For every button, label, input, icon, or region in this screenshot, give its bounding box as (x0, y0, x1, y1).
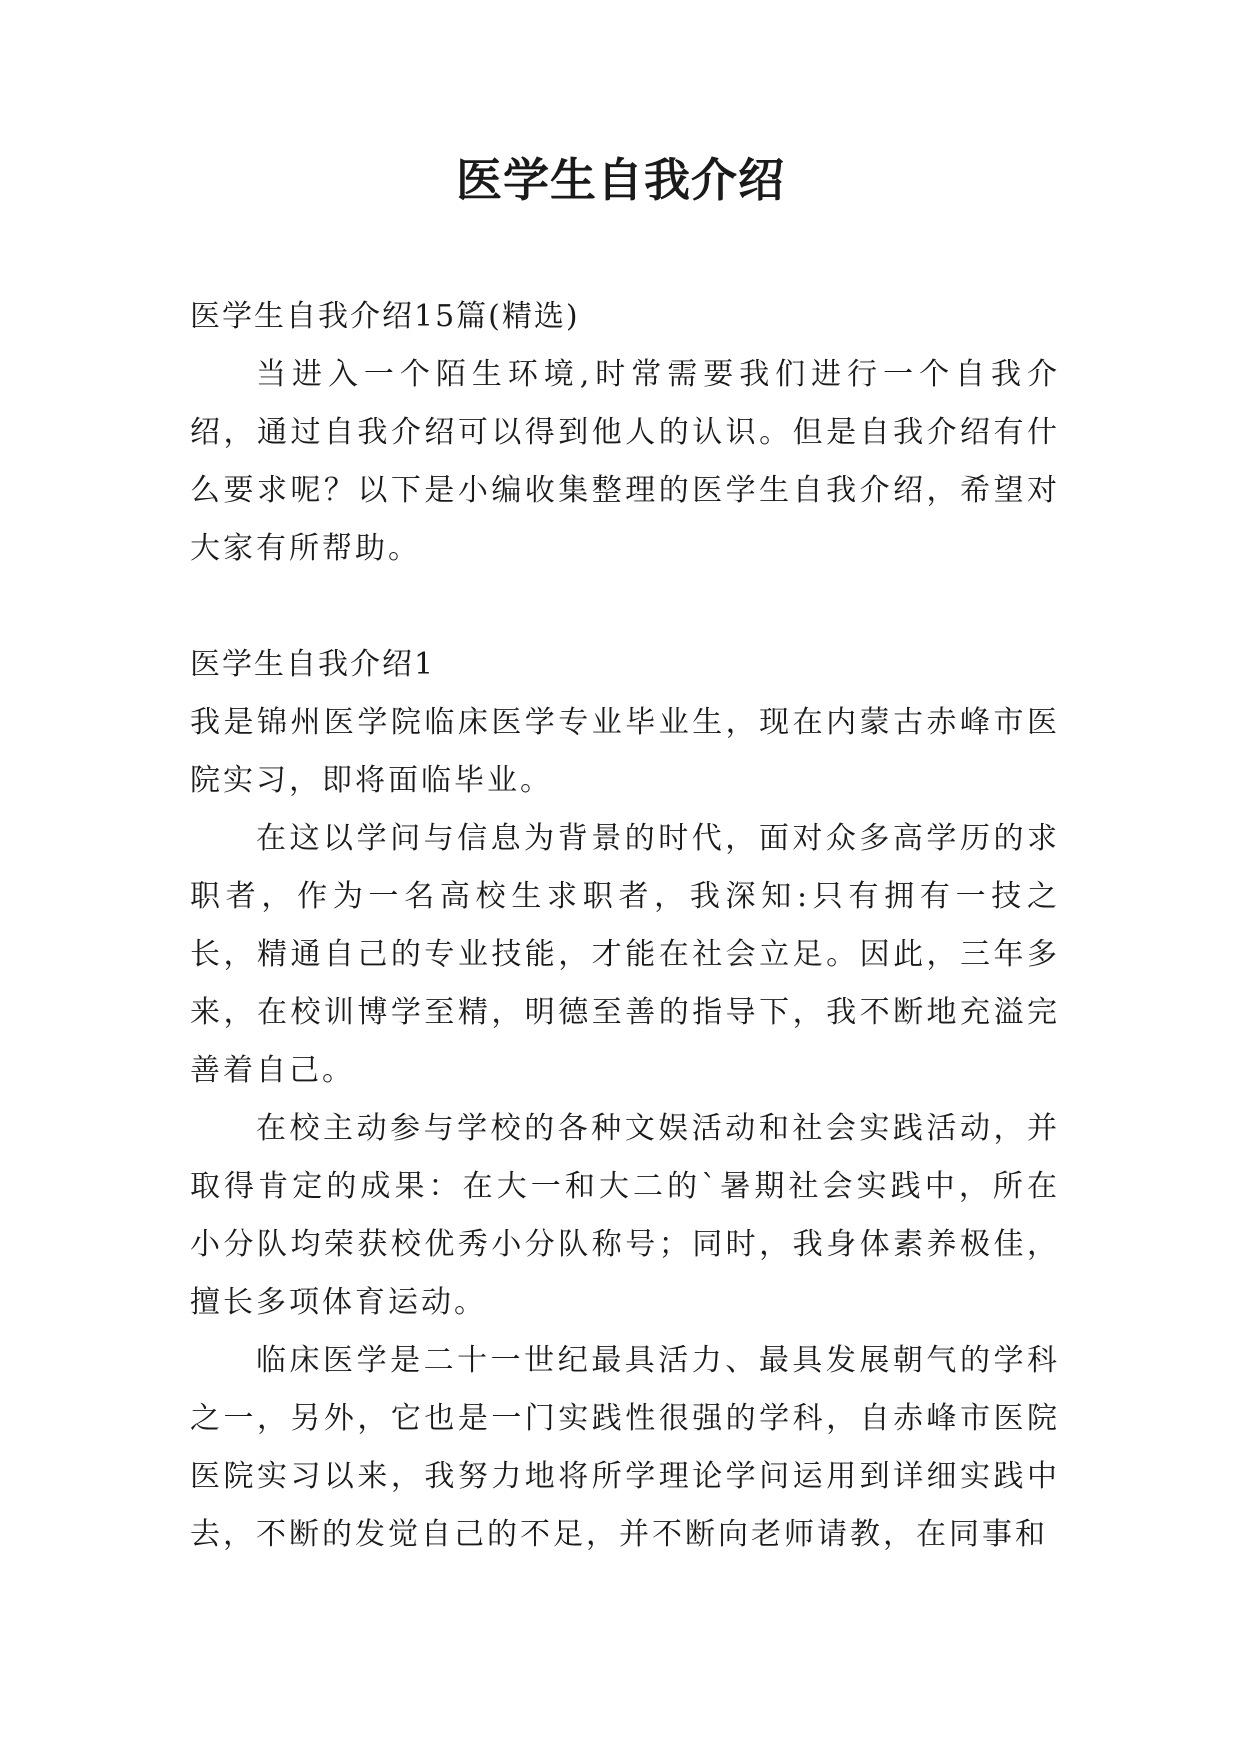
body-paragraph: 临床医学是二十一世纪最具活力、最具发展朝气的学科之一，另外，它也是一门实践性很强的学科，自赤峰市医院医院实习以来，我努力地将所学理论学问运用到详细实践中去，不断的发觉自己的不足，并不断向老师请教，在同事和 (190, 1343, 1060, 1552)
body-paragraph: 我是锦州医学院临床医学专业毕业生，现在内蒙古赤峰市医院实习，即将面临毕业。 (190, 705, 1060, 798)
paragraph-spacer (190, 578, 1060, 636)
document-body (190, 288, 1060, 1564)
subtitle: 医学生自我介绍15篇(精选) (190, 299, 580, 334)
intro-paragraph: 当进入一个陌生环境,时常需要我们进行一个自我介绍，通过自我介绍可以得到他人的认识。但是自我介绍有什么要求呢？以下是小编收集整理的医学生自我介绍，希望对大家有所帮助。 (190, 357, 1060, 566)
body-paragraph: 在这以学问与信息为背景的时代，面对众多高学历的求职者，作为一名高校生求职者，我深知:只有拥有一技之长，精通自己的专业技能，才能在社会立足。因此，三年多来，在校训博学至精，明德至善的指导下，我不断地充溢完善着自己。 (190, 821, 1060, 1088)
section-heading: 医学生自我介绍1 (190, 647, 436, 682)
document-title: 医学生自我介绍 (456, 153, 785, 207)
body-paragraph: 在校主动参与学校的各种文娱活动和社会实践活动，并取得肯定的成果：在大一和大二的`暑期社会实践中，所在小分队均荣获校优秀小分队称号；同时，我身体素养极佳，擅长多项体育运动。 (190, 1111, 1060, 1320)
